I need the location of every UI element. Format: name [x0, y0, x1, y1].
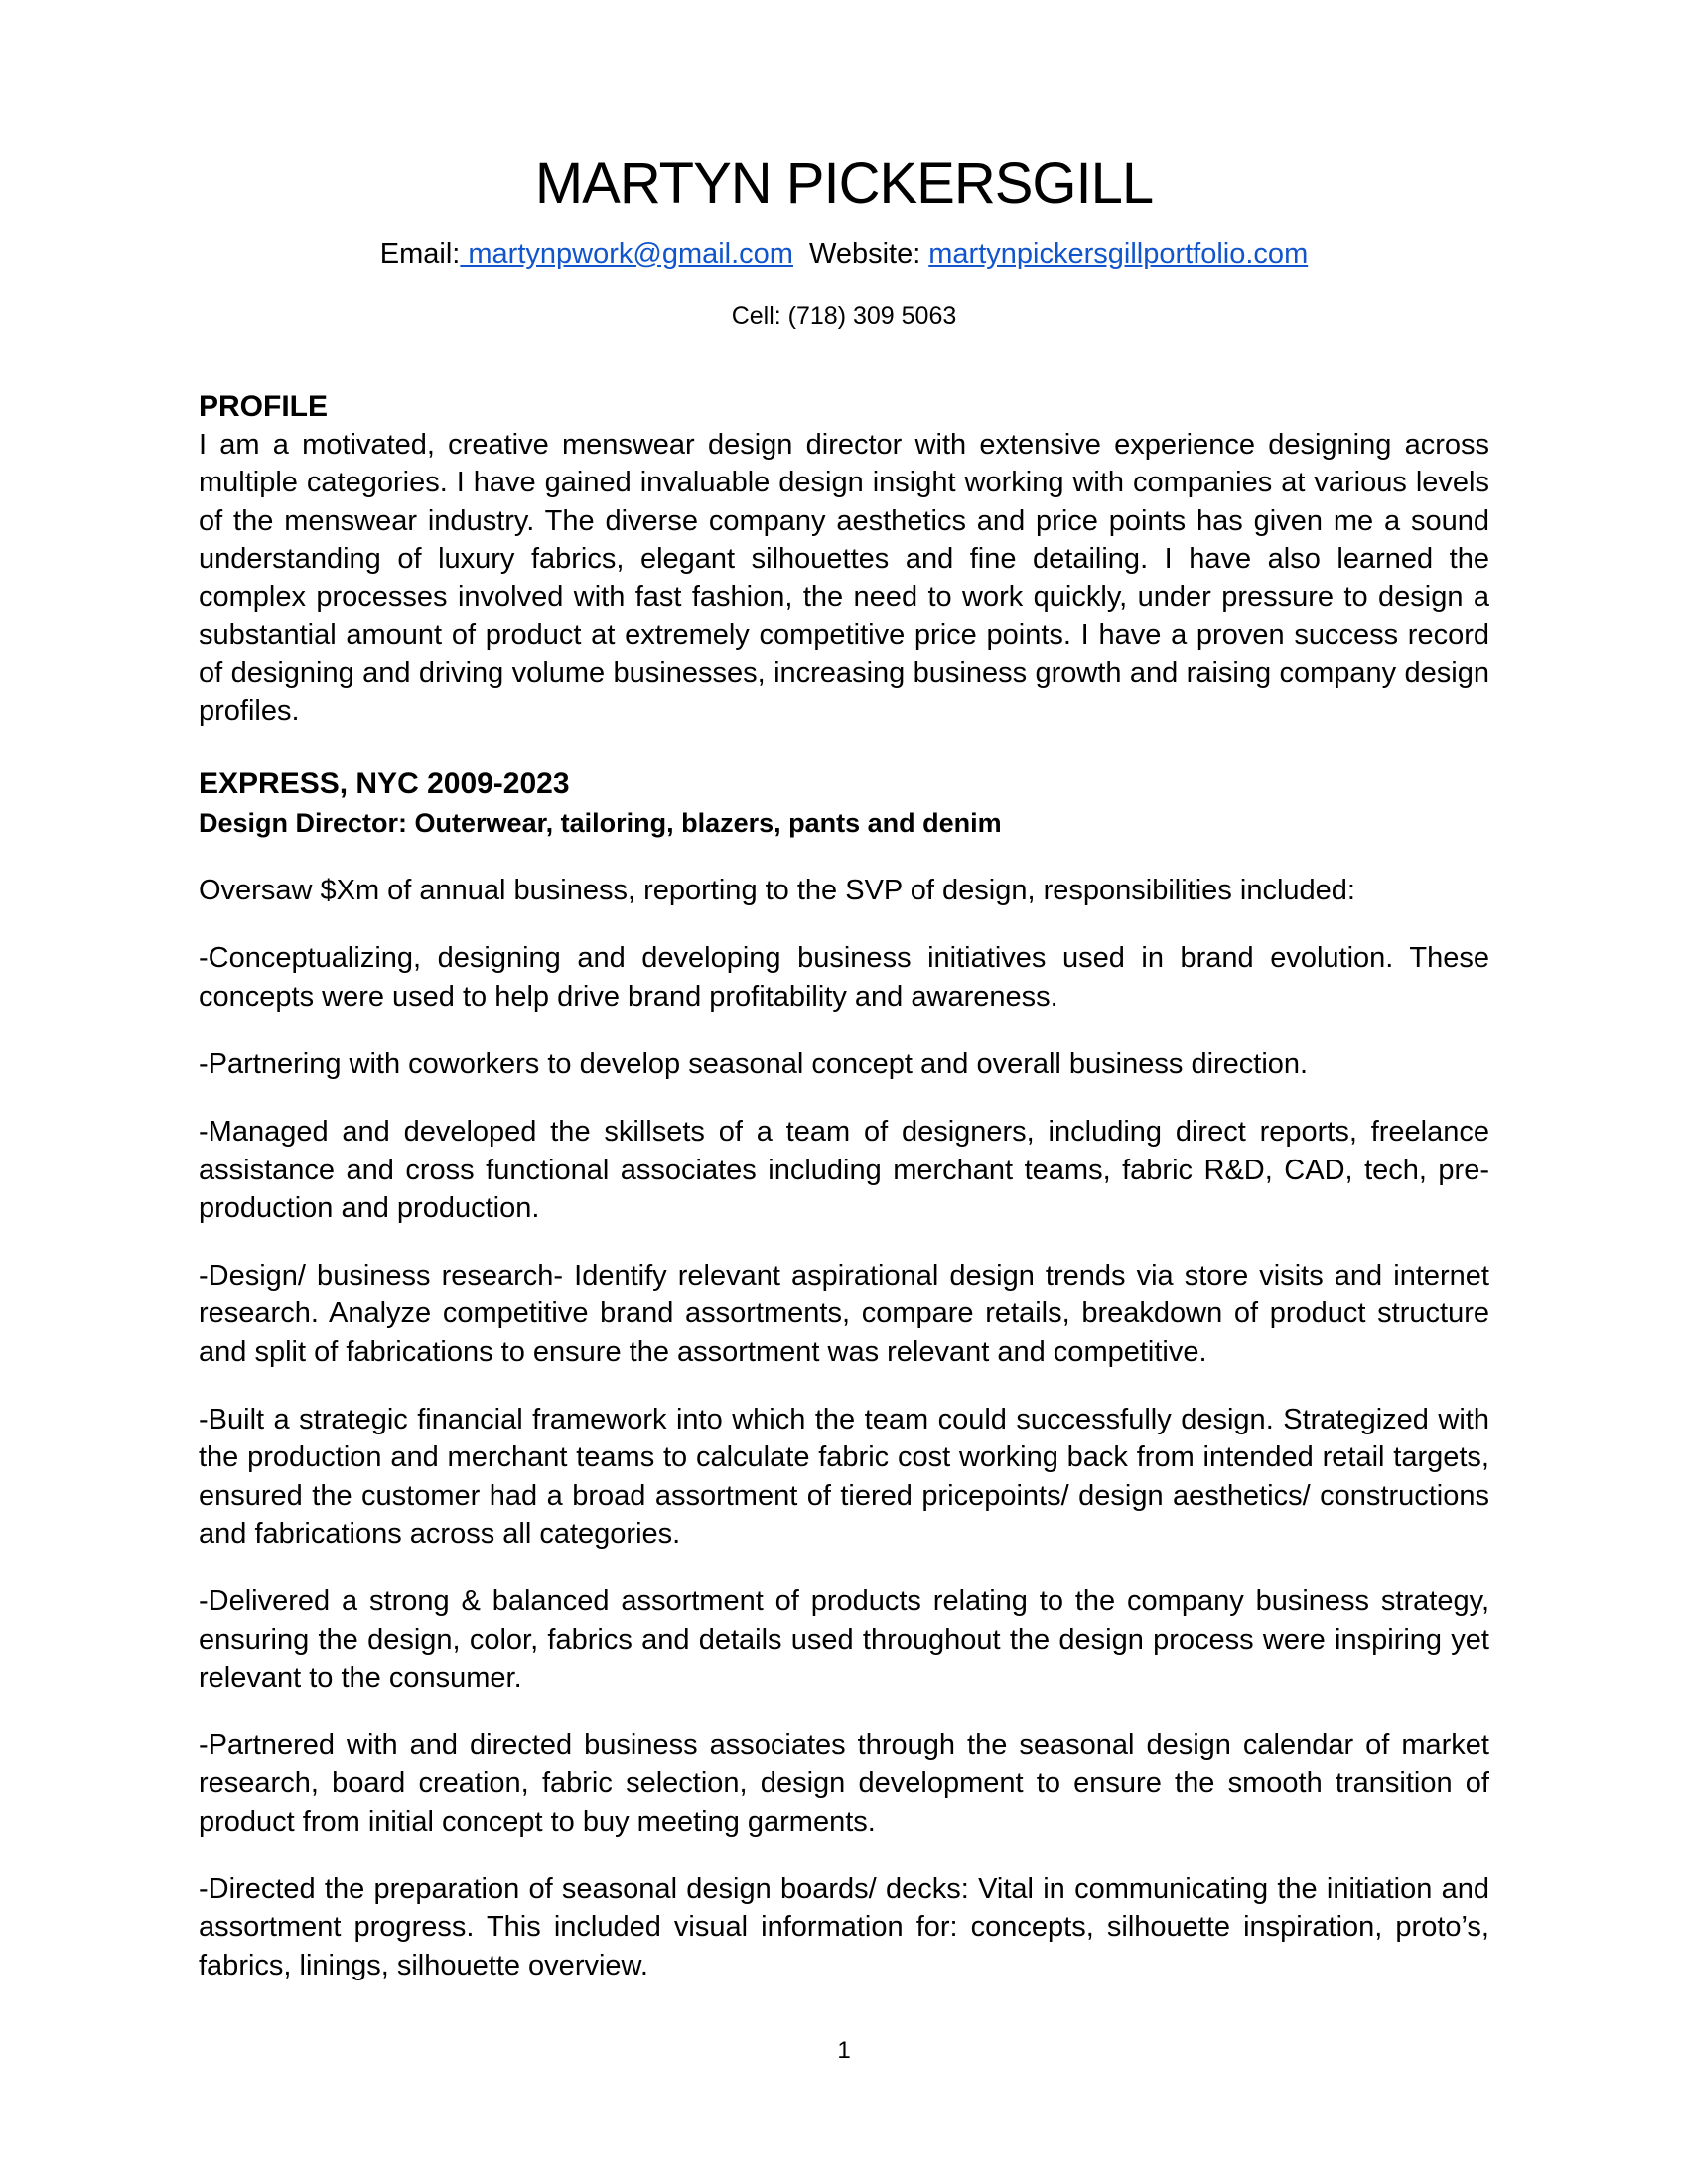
experience-bullet: -Design/ business research- Identify relevant aspirational design trends via store visits and internet research. Analyze competitive brand assortments, compare retails, breakdown of product structure and split of fabrications to ensure the assortment was relevant and competitive. [199, 1260, 1489, 1368]
profile-section [199, 388, 1489, 731]
profile-heading: PROFILE [199, 389, 329, 423]
experience-company-heading: EXPRESS, NYC 2009-2023 [199, 767, 570, 801]
page-title: MARTYN PICKERSGILL [534, 151, 1154, 215]
cell-phone: Cell: (718) 309 5063 [731, 302, 957, 331]
website-label: Website: [808, 237, 921, 270]
page-content [199, 0, 1489, 1984]
experience-bullet: -Built a strategic financial framework into which the team could successfully design. Strategized with the production and merchant teams to calculate fabric cost working back from intended retail targets, ensured the customer had a broad assortment of tiered pricepoints/ design aesthetics/ constructions and fabrications across all categories. [199, 1404, 1489, 1550]
profile-paragraph: I am a motivated, creative menswear design director with extensive experience designing across multiple categories. I have gained invaluable design insight working with companies at various levels of the menswear industry. The diverse company aesthetics and price points has given me a sound understanding of luxury fabrics, elegant silhouettes and fine detailing. I have also learned the complex processes involved with fast fashion, the need to work quickly, under pressure to design a substantial amount of product at extremely competitive price points. I have a proven success record of designing and driving volume businesses, increasing business growth and raising company design profiles. [199, 429, 1489, 728]
website-link[interactable]: martynpickersgillportfolio.com [928, 237, 1309, 270]
contact-line [199, 236, 1489, 274]
page-number: 1 [837, 2037, 851, 2064]
email-link[interactable]: martynpwork@gmail.com [460, 237, 793, 270]
experience-bullet: -Partnering with coworkers to develop seasonal concept and overall business direction. [199, 1047, 1309, 1080]
email-label: Email: [379, 237, 461, 270]
header [199, 0, 1489, 333]
experience-bullet: -Conceptualizing, designing and developing business initiatives used in brand evolution. These concepts were used to help drive brand profitability and awareness. [199, 942, 1489, 1013]
experience-bullet: -Managed and developed the skillsets of a team of designers, including direct reports, freelance assistance and cross functional associates including merchant teams, fabric R&D, CAD, tech, pre-production and production. [199, 1116, 1489, 1224]
experience-section [199, 765, 1489, 1983]
resume-body [199, 388, 1489, 1984]
experience-bullet: -Delivered a strong & balanced assortment of products relating to the company business strategy, ensuring the design, color, fabrics and details used throughout the design process were inspiring yet relevant to the consumer. [199, 1585, 1489, 1694]
experience-role-heading: Design Director: Outerwear, tailoring, blazers, pants and denim [199, 807, 1002, 838]
experience-bullet: -Directed the preparation of seasonal design boards/ decks: Vital in communicating the initiation and assortment progress. This included visual information for: concepts, silhouette inspiration, proto’s, fabrics, linings, silhouette overview. [199, 1872, 1489, 1981]
experience-bullet: -Partnered with and directed business associates through the seasonal design calendar of market research, board creation, fabric selection, design development to ensure the smooth transition of product from initial concept to buy meeting garments. [199, 1729, 1489, 1838]
experience-intro: Oversaw $Xm of annual business, reporting to the SVP of design, responsibilities included: [199, 875, 1355, 907]
